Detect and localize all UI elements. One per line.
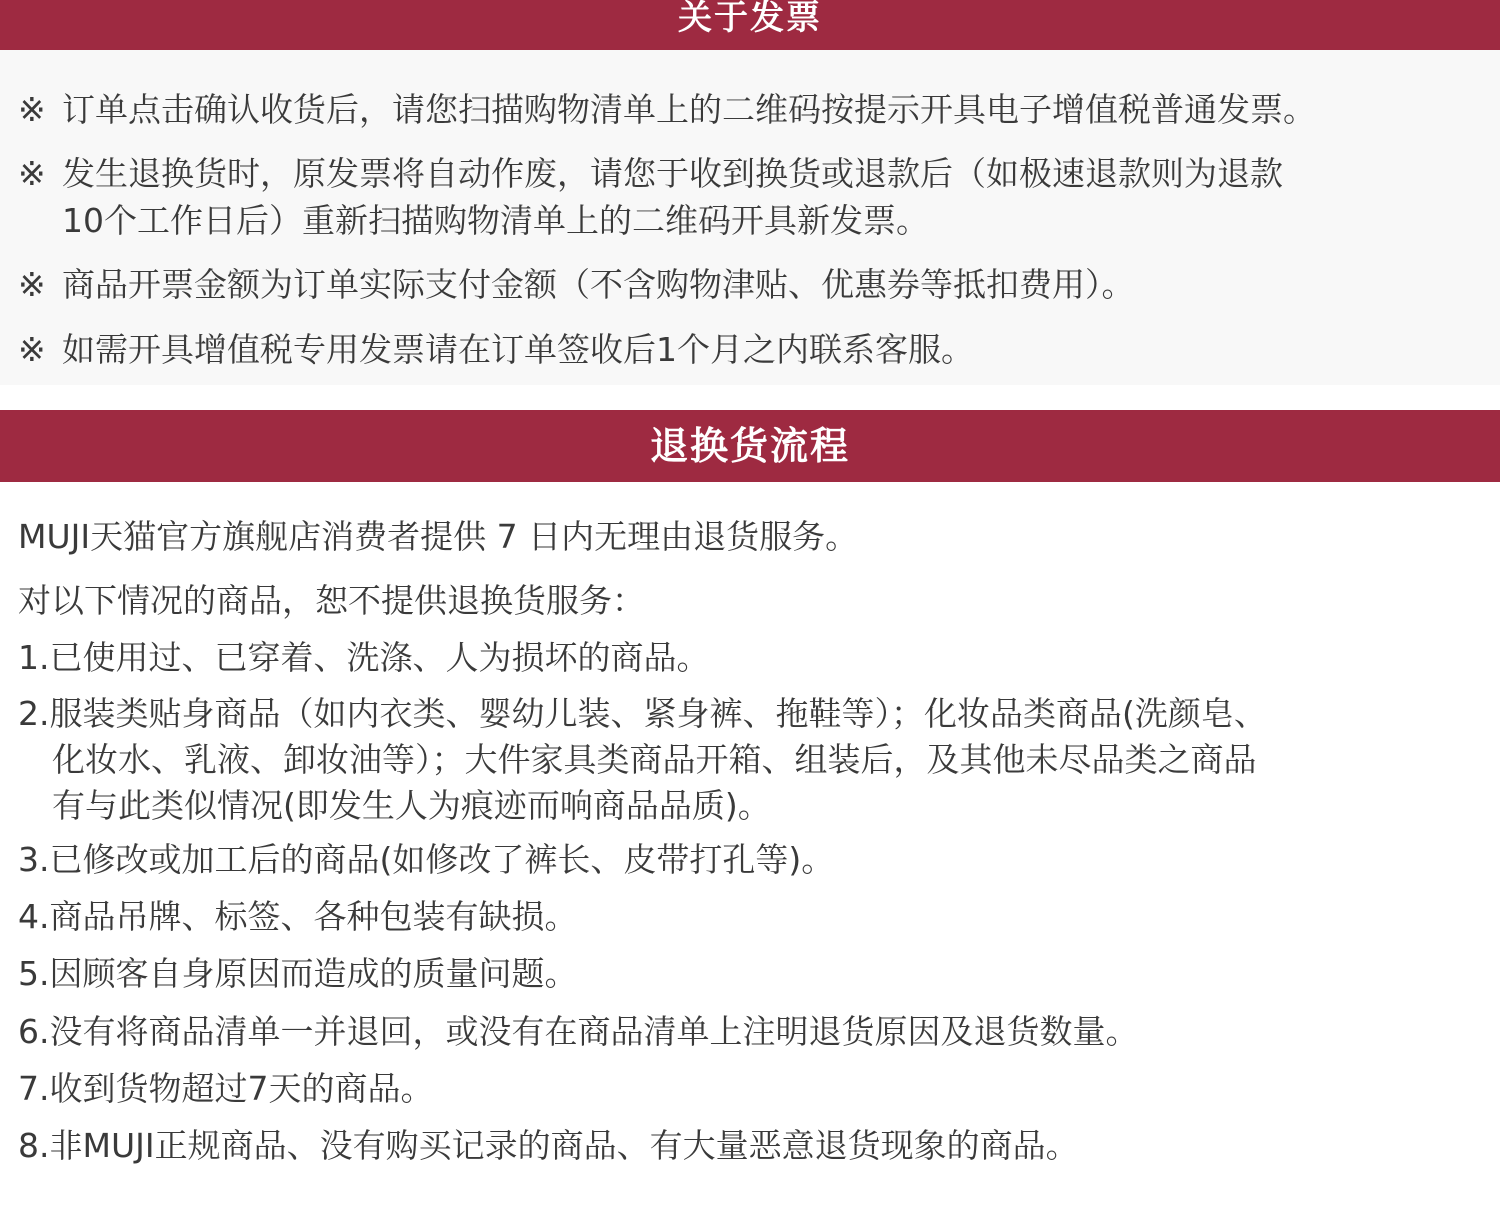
invoice-note xyxy=(18,150,1488,244)
reference-mark: ※ xyxy=(18,90,46,129)
returns-item: 4.商品吊牌、标签、各种包装有缺损。 xyxy=(18,897,578,936)
returns-header: 退换货流程 xyxy=(0,410,1500,482)
reference-mark: ※ xyxy=(18,154,46,193)
returns-item-text: 2.服装类贴身商品（如内衣类、婴幼儿装、紧身裤、拖鞋等）；化妆品类商品(洗颜皂、 xyxy=(18,694,1267,733)
returns-item xyxy=(18,691,1488,829)
invoice-note-text: 如需开具增值税专用发票请在订单签收后1个月之内联系客服。 xyxy=(62,330,974,369)
invoice-note xyxy=(18,86,1488,133)
returns-item: 7.收到货物超过7天的商品。 xyxy=(18,1069,434,1108)
invoice-header: 关于发票 xyxy=(0,0,1500,50)
returns-item: 5.因顾客自身原因而造成的质量问题。 xyxy=(18,954,578,993)
reference-mark: ※ xyxy=(18,265,46,304)
returns-section xyxy=(0,482,1500,1212)
invoice-section xyxy=(0,50,1500,385)
invoice-note-text: 订单点击确认收货后，请您扫描购物清单上的二维码按提示开具电子增值税普通发票。 xyxy=(62,90,1316,129)
returns-item-continuation: 有与此类似情况(即发生人为痕迹而响商品品质)。 xyxy=(52,786,771,825)
returns-item: 3.已修改或加工后的商品(如修改了裤长、皮带打孔等)。 xyxy=(18,840,835,879)
reference-mark: ※ xyxy=(18,330,46,369)
returns-lead: 对以下情况的商品，恕不提供退换货服务： xyxy=(18,581,645,620)
invoice-note xyxy=(18,261,1488,308)
returns-item-continuation: 化妆水、乳液、卸妆油等）；大件家具类商品开箱、组装后，及其他未尽品类之商品 xyxy=(52,740,1257,779)
returns-intro: MUJI天猫官方旗舰店消费者提供 7 日内无理由退货服务。 xyxy=(18,517,859,556)
returns-item: 8.非MUJI正规商品、没有购买记录的商品、有大量恶意退货现象的商品。 xyxy=(18,1126,1079,1165)
invoice-note xyxy=(18,326,1488,373)
returns-item: 6.没有将商品清单一并退回，或没有在商品清单上注明退货原因及退货数量。 xyxy=(18,1012,1139,1051)
invoice-note-text: 商品开票金额为订单实际支付金额（不含购物津贴、优惠券等抵扣费用）。 xyxy=(62,265,1135,304)
invoice-note-text: 发生退换货时，原发票将自动作废，请您于收到换货或退款后（如极速退款则为退款 xyxy=(62,154,1283,193)
invoice-note-continuation: 10个工作日后）重新扫描购物清单上的二维码开具新发票。 xyxy=(62,201,929,240)
returns-item: 1.已使用过、已穿着、洗涤、人为损坏的商品。 xyxy=(18,638,710,677)
